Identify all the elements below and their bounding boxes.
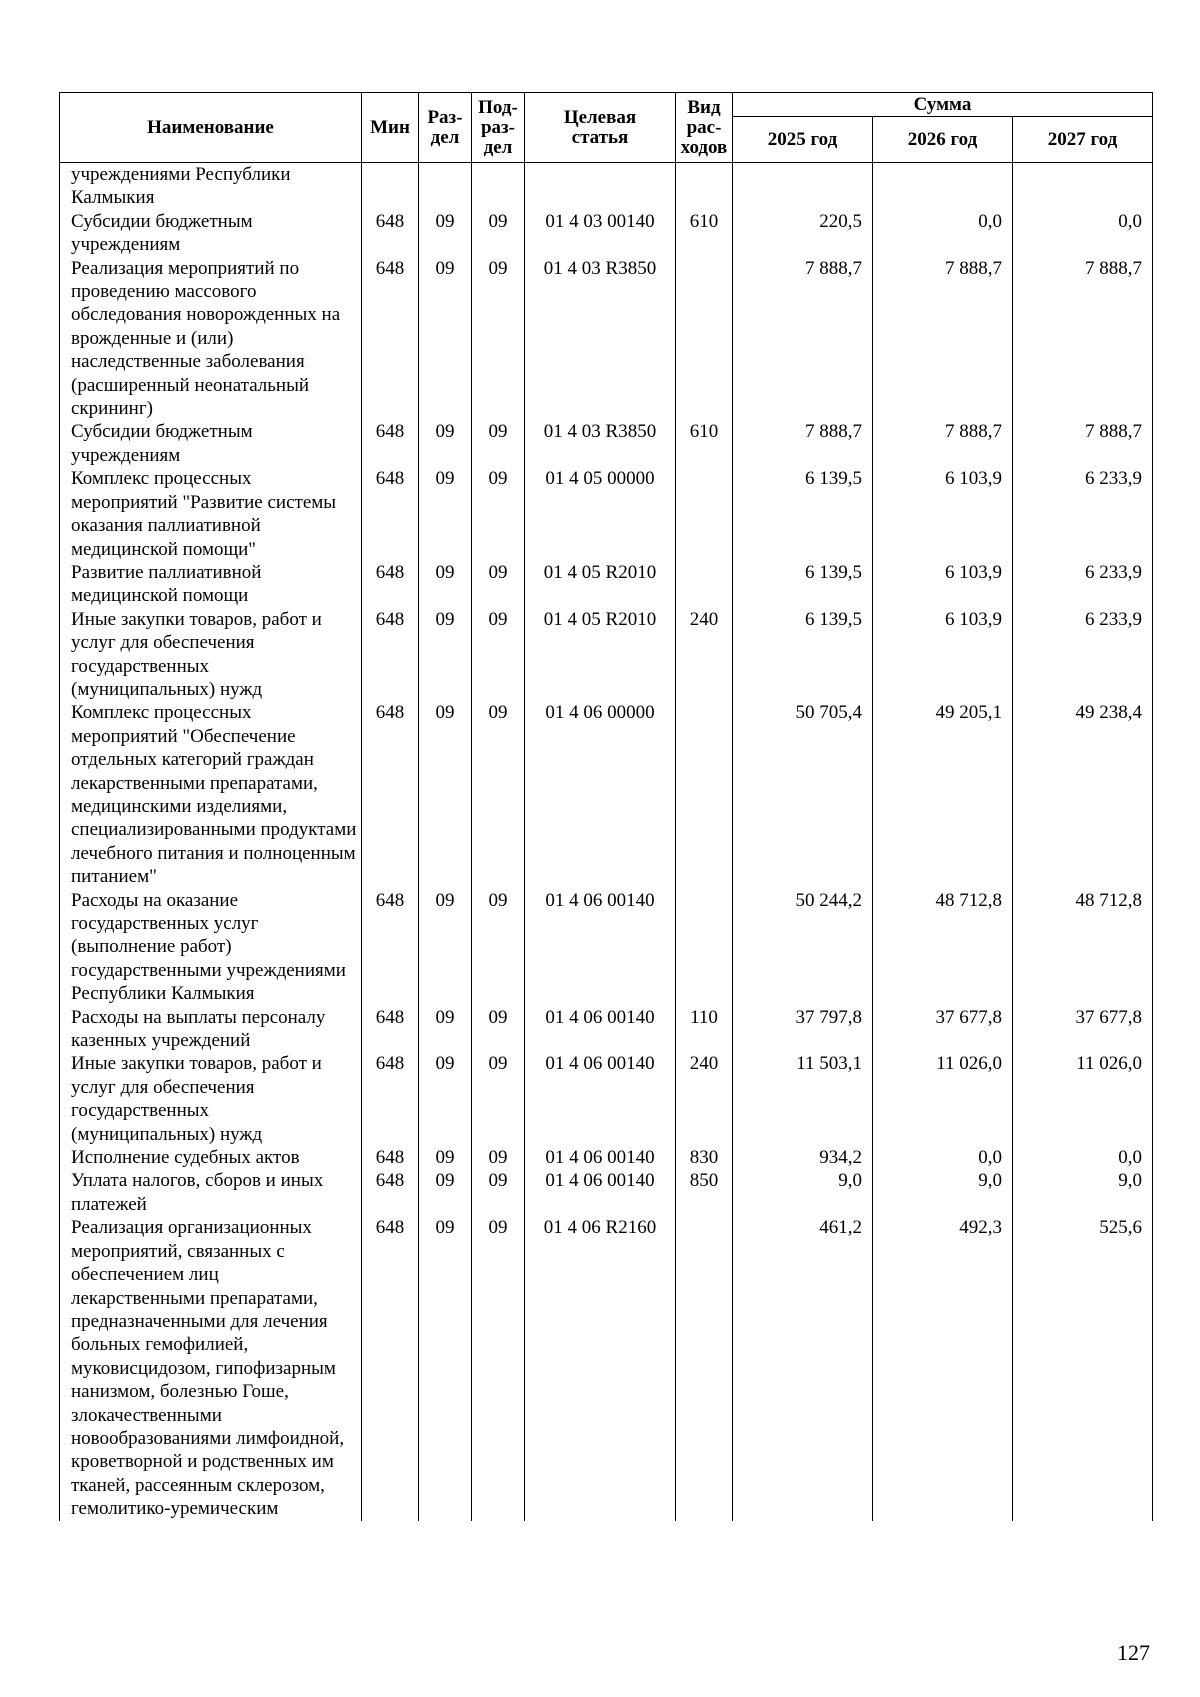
row-razdel-cell: 09	[419, 608, 472, 702]
page-number: 127	[1117, 1640, 1150, 1665]
row-vid-cell: 610	[676, 420, 733, 467]
row-podrazdel-cell: 09	[472, 1052, 525, 1146]
row-celevaya-cell: 01 4 06 R2160	[525, 1216, 676, 1520]
row-2027-cell: 7 888,7	[1013, 257, 1153, 421]
row-2027-cell: 9,0	[1013, 1169, 1153, 1216]
row-razdel-cell: 09	[419, 1216, 472, 1520]
header-year-2025: 2025 год	[733, 117, 873, 163]
row-2026-cell: 6 103,9	[873, 467, 1013, 561]
row-2027-cell: 6 233,9	[1013, 467, 1153, 561]
header-podrazdel: Под- раз- дел	[472, 93, 525, 163]
row-2025-cell: 50 705,4	[733, 701, 873, 888]
row-vid-cell: 110	[676, 1006, 733, 1053]
header-celevaya-statya: Целевая статья	[525, 93, 676, 163]
row-min-cell: 648	[362, 1006, 419, 1053]
row-min-cell: 648	[362, 1052, 419, 1146]
row-min-cell: 648	[362, 701, 419, 888]
row-2026-cell: 0,0	[873, 1146, 1013, 1169]
row-name-cell: Развитие паллиативной медицинской помощи	[60, 561, 362, 608]
row-razdel-cell: 09	[419, 1169, 472, 1216]
row-min-cell: 648	[362, 889, 419, 1006]
row-name-cell: Субсидии бюджетным учреждениям	[60, 210, 362, 257]
header-summa: Сумма	[733, 93, 1153, 117]
table-row	[60, 889, 1153, 1006]
row-razdel-cell: 09	[419, 420, 472, 467]
row-vid-cell	[676, 467, 733, 561]
row-2027-cell	[1013, 163, 1153, 210]
row-min-cell: 648	[362, 1216, 419, 1520]
row-vid-cell	[676, 701, 733, 888]
row-podrazdel-cell: 09	[472, 467, 525, 561]
row-min-cell: 648	[362, 257, 419, 421]
row-podrazdel-cell: 09	[472, 608, 525, 702]
row-2025-cell: 11 503,1	[733, 1052, 873, 1146]
row-2027-cell: 6 233,9	[1013, 561, 1153, 608]
row-2025-cell: 7 888,7	[733, 420, 873, 467]
row-min-cell: 648	[362, 467, 419, 561]
row-podrazdel-cell	[472, 163, 525, 210]
row-celevaya-cell	[525, 163, 676, 210]
row-name-cell: Реализация организационных мероприятий, связанных с обеспечением лиц лекарственными препаратами, предназначенными для лечения больных гемофилией, муковисцидозом, гипофизарным нанизмом, болезнью Гоше, злокачественными новообразованиями лимфоидной, кроветворной и родственных им тканей, рассеянным склерозом, гемолитико-уремическим	[60, 1216, 362, 1520]
row-2026-cell: 11 026,0	[873, 1052, 1013, 1146]
row-razdel-cell: 09	[419, 467, 472, 561]
header-min: Мин	[362, 93, 419, 163]
row-2025-cell: 37 797,8	[733, 1006, 873, 1053]
table-row	[60, 701, 1153, 888]
row-2025-cell: 9,0	[733, 1169, 873, 1216]
row-vid-cell: 240	[676, 608, 733, 702]
row-celevaya-cell: 01 4 03 00140	[525, 210, 676, 257]
row-razdel-cell: 09	[419, 889, 472, 1006]
table-row	[60, 1146, 1153, 1169]
table-row	[60, 1216, 1153, 1520]
row-celevaya-cell: 01 4 06 00000	[525, 701, 676, 888]
row-min-cell: 648	[362, 1169, 419, 1216]
row-2025-cell: 6 139,5	[733, 467, 873, 561]
row-2026-cell: 6 103,9	[873, 608, 1013, 702]
row-vid-cell	[676, 163, 733, 210]
row-celevaya-cell: 01 4 03 R3850	[525, 420, 676, 467]
row-2027-cell: 37 677,8	[1013, 1006, 1153, 1053]
row-2026-cell	[873, 163, 1013, 210]
row-2026-cell: 7 888,7	[873, 420, 1013, 467]
row-2026-cell: 49 205,1	[873, 701, 1013, 888]
row-min-cell: 648	[362, 1146, 419, 1169]
row-2025-cell: 461,2	[733, 1216, 873, 1520]
row-2025-cell: 50 244,2	[733, 889, 873, 1006]
row-vid-cell: 610	[676, 210, 733, 257]
row-razdel-cell: 09	[419, 1006, 472, 1053]
header-name: Наименование	[60, 93, 362, 163]
row-razdel-cell: 09	[419, 210, 472, 257]
row-vid-cell: 850	[676, 1169, 733, 1216]
table-body	[60, 163, 1153, 1521]
header-razdel: Раз- дел	[419, 93, 472, 163]
row-min-cell: 648	[362, 210, 419, 257]
row-vid-cell: 830	[676, 1146, 733, 1169]
row-2027-cell: 7 888,7	[1013, 420, 1153, 467]
table-row	[60, 210, 1153, 257]
row-2026-cell: 6 103,9	[873, 561, 1013, 608]
row-2027-cell: 0,0	[1013, 210, 1153, 257]
table-row	[60, 467, 1153, 561]
row-celevaya-cell: 01 4 06 00140	[525, 1006, 676, 1053]
row-vid-cell	[676, 561, 733, 608]
row-min-cell: 648	[362, 561, 419, 608]
row-2025-cell: 6 139,5	[733, 608, 873, 702]
row-name-cell: Иные закупки товаров, работ и услуг для обеспечения государственных (муниципальных) нужд	[60, 608, 362, 702]
row-name-cell: Расходы на оказание государственных услуг (выполнение работ) государственными учреждениями Республики Калмыкия	[60, 889, 362, 1006]
row-celevaya-cell: 01 4 05 00000	[525, 467, 676, 561]
row-razdel-cell: 09	[419, 257, 472, 421]
row-2026-cell: 9,0	[873, 1169, 1013, 1216]
row-podrazdel-cell: 09	[472, 1169, 525, 1216]
row-2027-cell: 11 026,0	[1013, 1052, 1153, 1146]
row-min-cell	[362, 163, 419, 210]
table-row	[60, 608, 1153, 702]
row-2027-cell: 6 233,9	[1013, 608, 1153, 702]
budget-table-sheet	[59, 92, 1153, 1521]
row-celevaya-cell: 01 4 05 R2010	[525, 561, 676, 608]
row-vid-cell	[676, 257, 733, 421]
row-podrazdel-cell: 09	[472, 701, 525, 888]
row-podrazdel-cell: 09	[472, 889, 525, 1006]
header-vid-rashodov: Вид рас- ходов	[676, 93, 733, 163]
row-min-cell: 648	[362, 420, 419, 467]
row-razdel-cell: 09	[419, 561, 472, 608]
row-celevaya-cell: 01 4 06 00140	[525, 889, 676, 1006]
row-vid-cell: 240	[676, 1052, 733, 1146]
row-2026-cell: 492,3	[873, 1216, 1013, 1520]
table-row	[60, 561, 1153, 608]
row-podrazdel-cell: 09	[472, 1216, 525, 1520]
row-name-cell: Иные закупки товаров, работ и услуг для обеспечения государственных (муниципальных) нужд	[60, 1052, 362, 1146]
row-podrazdel-cell: 09	[472, 257, 525, 421]
row-2025-cell: 7 888,7	[733, 257, 873, 421]
row-name-cell: Комплекс процессных мероприятий "Развитие системы оказания паллиативной медицинской помощи"	[60, 467, 362, 561]
row-podrazdel-cell: 09	[472, 210, 525, 257]
row-celevaya-cell: 01 4 06 00140	[525, 1146, 676, 1169]
row-razdel-cell	[419, 163, 472, 210]
row-vid-cell	[676, 1216, 733, 1520]
row-celevaya-cell: 01 4 05 R2010	[525, 608, 676, 702]
row-2027-cell: 48 712,8	[1013, 889, 1153, 1006]
row-podrazdel-cell: 09	[472, 561, 525, 608]
row-min-cell: 648	[362, 608, 419, 702]
row-vid-cell	[676, 889, 733, 1006]
table-row	[60, 420, 1153, 467]
row-name-cell: учреждениями Республики Калмыкия	[60, 163, 362, 210]
row-2027-cell: 49 238,4	[1013, 701, 1153, 888]
row-name-cell: Субсидии бюджетным учреждениям	[60, 420, 362, 467]
table-row	[60, 1052, 1153, 1146]
row-2025-cell: 934,2	[733, 1146, 873, 1169]
row-celevaya-cell: 01 4 06 00140	[525, 1169, 676, 1216]
row-name-cell: Расходы на выплаты персоналу казенных учреждений	[60, 1006, 362, 1053]
row-2027-cell: 525,6	[1013, 1216, 1153, 1520]
row-2026-cell: 37 677,8	[873, 1006, 1013, 1053]
row-2025-cell: 6 139,5	[733, 561, 873, 608]
table-row	[60, 163, 1153, 210]
table-header	[60, 93, 1153, 163]
header-year-2026: 2026 год	[873, 117, 1013, 163]
table-row	[60, 1169, 1153, 1216]
row-celevaya-cell: 01 4 03 R3850	[525, 257, 676, 421]
row-2026-cell: 7 888,7	[873, 257, 1013, 421]
row-razdel-cell: 09	[419, 1052, 472, 1146]
row-2025-cell	[733, 163, 873, 210]
row-2026-cell: 48 712,8	[873, 889, 1013, 1006]
row-podrazdel-cell: 09	[472, 420, 525, 467]
budget-table	[59, 92, 1153, 1521]
row-name-cell: Исполнение судебных актов	[60, 1146, 362, 1169]
row-podrazdel-cell: 09	[472, 1006, 525, 1053]
table-row	[60, 257, 1153, 421]
row-2026-cell: 0,0	[873, 210, 1013, 257]
row-podrazdel-cell: 09	[472, 1146, 525, 1169]
row-2027-cell: 0,0	[1013, 1146, 1153, 1169]
row-razdel-cell: 09	[419, 1146, 472, 1169]
row-name-cell: Реализация мероприятий по проведению массового обследования новорожденных на врожденные и (или) наследственные заболевания (расширенный неонатальный скрининг)	[60, 257, 362, 421]
row-celevaya-cell: 01 4 06 00140	[525, 1052, 676, 1146]
row-2025-cell: 220,5	[733, 210, 873, 257]
row-name-cell: Уплата налогов, сборов и иных платежей	[60, 1169, 362, 1216]
table-row	[60, 1006, 1153, 1053]
header-year-2027: 2027 год	[1013, 117, 1153, 163]
row-razdel-cell: 09	[419, 701, 472, 888]
row-name-cell: Комплекс процессных мероприятий "Обеспечение отдельных категорий граждан лекарственными препаратами, медицинскими изделиями, специализированными продуктами лечебного питания и полноценным питанием"	[60, 701, 362, 888]
